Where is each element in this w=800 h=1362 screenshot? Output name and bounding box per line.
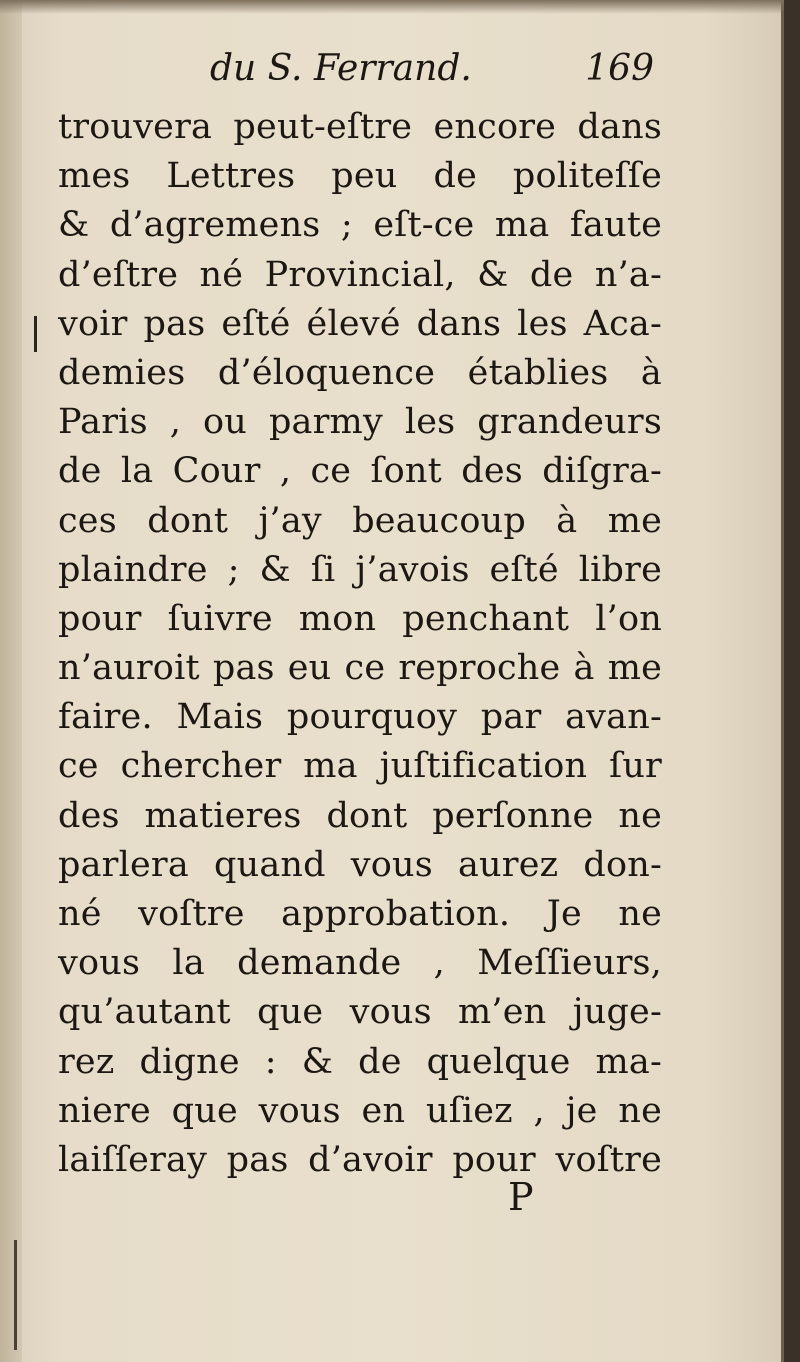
text-line: demies d’éloquence établies à — [58, 352, 662, 393]
text-line: d’eſtre né Provincial, & de n’a- — [58, 254, 662, 295]
text-line: mes Lettres peu de politeſſe — [58, 156, 662, 197]
running-title: du S. Ferrand. — [210, 48, 472, 89]
text-line: Paris , ou parmy les grandeurs — [58, 402, 662, 443]
text-line: de la Cour , ce ſont des diſgra- — [58, 451, 662, 492]
catchword: P — [508, 1175, 534, 1219]
text-line: niere que vous en uſiez , je ne — [58, 1090, 662, 1131]
text-line: faire. Mais pourquoy par avan- — [58, 697, 662, 738]
text-line: qu’autant que vous m’en juge- — [58, 992, 662, 1033]
text-line: des matieres dont perſonne ne — [58, 795, 662, 836]
text-line: laiſſeray pas d’avoir pour voſtre — [58, 1139, 662, 1180]
text-line: rez digne : & de quelque ma- — [58, 1041, 662, 1082]
page-gutter — [0, 0, 22, 1362]
text-line: plaindre ; & ſi j’avois eſté libre — [58, 549, 662, 590]
margin-mark — [34, 316, 37, 352]
text-line: vous la demande , Meſſieurs, — [58, 943, 662, 984]
text-line: né voſtre approbation. Je ne — [58, 894, 662, 934]
body-text — [58, 103, 662, 1185]
page-header — [200, 42, 670, 102]
page-number: 169 — [585, 48, 654, 89]
text-line: ce chercher ma juſtification ſur — [58, 746, 662, 787]
margin-mark — [14, 1240, 17, 1350]
text-line: n’auroit pas eu ce reproche à me — [58, 648, 662, 689]
page-top-shadow — [0, 0, 784, 14]
text-line: & d’agremens ; eſt-ce ma faute — [58, 205, 662, 246]
text-line: voir pas eſté élevé dans les Aca- — [58, 303, 662, 344]
text-line: ces dont j’ay beaucoup à me — [58, 500, 662, 541]
text-line: trouvera peut-eſtre encore dans — [58, 107, 662, 147]
text-line: pour ſuivre mon penchant l’on — [58, 598, 662, 639]
text-line: parlera quand vous aurez don- — [58, 844, 662, 885]
